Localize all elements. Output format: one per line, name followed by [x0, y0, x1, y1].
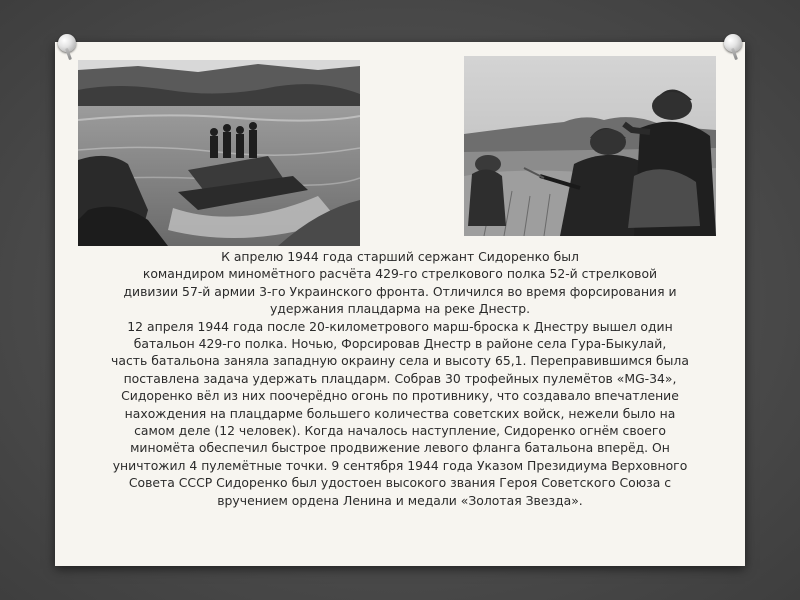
text-line: уничтожил 4 пулемётные точки. 9 сентября 1944 года Указом Президиума Верховного	[112, 457, 688, 473]
slide-body-text	[80, 248, 720, 530]
text-line: 12 апреля 1944 года после 20-километрового марш-броска к Днестру вышел один	[127, 318, 673, 334]
river-crossing-image	[78, 60, 360, 246]
text-line: К апрелю 1944 года старший сержант Сидоренко был	[221, 249, 579, 264]
text-line: Сидоренко вёл из них поочерёдно огонь по противнику, что создавало впечатление	[121, 388, 679, 404]
text-line: батальон 429-го полка. Ночью, Форсировав Днестр в районе села Гура-Быкулай,	[133, 336, 667, 352]
text-line: поставлена задача удержать плацдарм. Собрав 30 трофейных пулемётов «MG-34»,	[123, 370, 677, 386]
text-line: командиром миномётного расчёта 429-го стрелкового полка 52-й стрелковой	[142, 266, 658, 282]
text-line: удержания плацдарма на реке Днестр.	[269, 301, 531, 317]
text-line: вручением ордена Ленина и медали «Золотая Звезда».	[217, 492, 583, 508]
soldiers-image	[464, 56, 716, 236]
text-line: часть батальона заняла западную окраину села и высоту 65,1. Переправившимся была	[111, 353, 689, 369]
pushpin-icon	[724, 34, 742, 52]
river-crossing-photo	[78, 60, 360, 246]
text-line: дивизии 57-й армии 3-го Украинского фронта. Отличился во время форсирования и	[123, 283, 677, 299]
text-line: Совета СССР Сидоренко был удостоен высокого звания Героя Советского Союза с	[128, 475, 672, 491]
pushpin-icon	[58, 34, 76, 52]
soldiers-photo	[464, 56, 716, 236]
text-line: самом деле (12 человек). Когда началось наступление, Сидоренко огнём своего	[134, 423, 666, 439]
text-line: миномёта обеспечил быстрое продвижение левого фланга батальона вперёд. Он	[130, 440, 670, 456]
text-line: нахождения на плацдарме большего количества советских войск, нежели было на	[124, 405, 676, 421]
